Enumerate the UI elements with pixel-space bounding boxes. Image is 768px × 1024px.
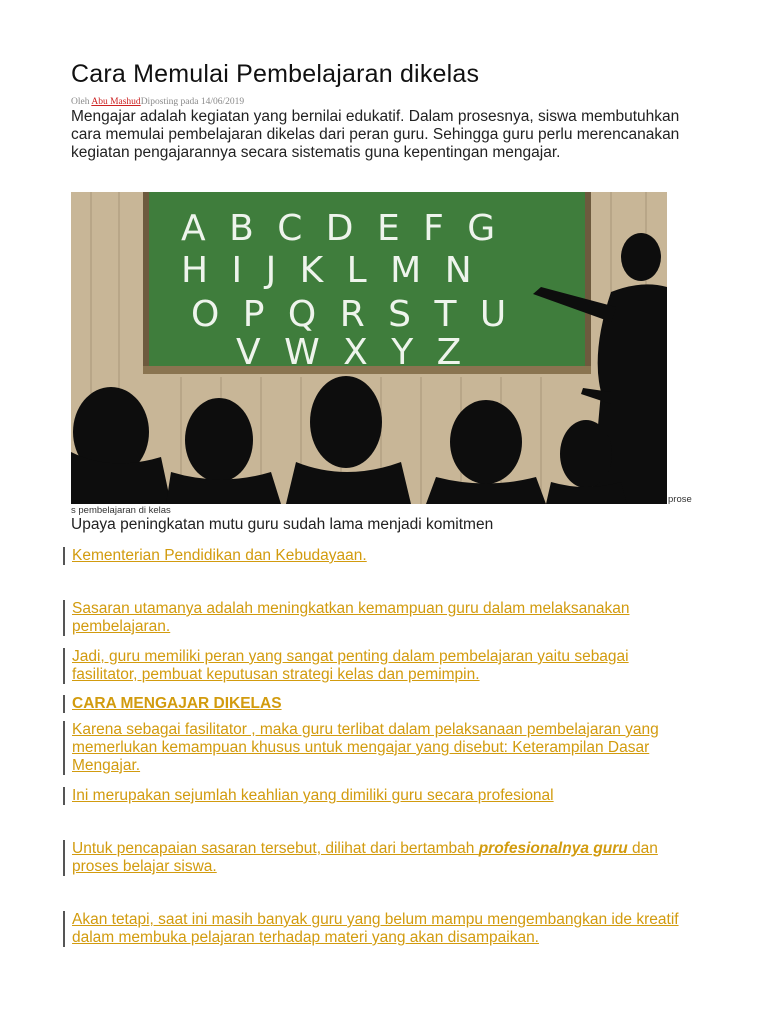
page-title: Cara Memulai Pembelajaran dikelas [71, 60, 480, 88]
post-meta [71, 97, 244, 107]
quote-heading [63, 695, 282, 713]
quote-ministry-text: Kementerian Pendidikan dan Kebudayaan. [72, 547, 367, 564]
chalk-row-1: A B C D E F G [181, 208, 502, 249]
section-heading: CARA MENGAJAR DIKELAS [72, 695, 282, 712]
intro-paragraph: Mengajar adalah kegiatan yang bernilai edukatif. Dalam prosesnya, siswa membutuhkan cara memulai pembelajaran dikelas dari peran guru. Sehingga guru perlu merencanakan kegiatan pengajarannya secara sistematis guna kepentingan mengajar. [71, 108, 680, 161]
article-subtitle: Upaya peningkatan mutu guru sudah lama menjadi komitmen [71, 516, 494, 533]
chalk-row-3: O P Q R S T U [191, 294, 513, 335]
quote-professional-emphasis: profesionalnya guru [478, 840, 628, 857]
author-link[interactable]: Abu Mashud [91, 97, 141, 107]
classroom-photo [71, 192, 667, 504]
quote-role [63, 648, 652, 684]
quote-skills-text: Ini merupakan sejumlah keahlian yang dimiliki guru secara profesional [72, 787, 554, 804]
quote-facilitator [63, 721, 702, 775]
quote-professional [63, 840, 672, 876]
quote-role-text: Jadi, guru memiliki peran yang sangat penting dalam pembelajaran yaitu sebagai fasilitator, pembuat keputusan strategi kelas dan pemimpin. [72, 648, 629, 683]
photo-caption-part1: prose [668, 494, 692, 505]
meta-prefix: Oleh [71, 97, 92, 107]
classroom-illustration [71, 192, 667, 504]
quote-creative-text: Akan tetapi, saat ini masih banyak guru yang belum mampu mengembangkan ide kreatif dalam membuka pelajaran terhadap materi yang akan disampaikan. [72, 911, 679, 946]
chalk-row-4: V W X Y Z [236, 332, 468, 373]
photo-caption-part2: s pembelajaran di kelas [71, 505, 171, 516]
quote-creative [63, 911, 692, 947]
quote-ministry [63, 547, 367, 565]
quote-facilitator-text: Karena sebagai fasilitator , maka guru terlibat dalam pelaksanaan pembelajaran yang memerlukan kemampuan khusus untuk mengajar yang disebut: Keterampilan Dasar Mengajar. [72, 721, 659, 774]
quote-professional-text-a: Untuk pencapaian sasaran tersebut, dilihat dari bertambah [72, 840, 479, 857]
quote-target-text: Sasaran utamanya adalah meningkatkan kemampuan guru dalam melaksanakan pembelajaran. [72, 600, 630, 635]
quote-skills [63, 787, 554, 805]
chalk-row-2: H I J K L M N [181, 250, 478, 291]
quote-professional-text-b: dan proses belajar siswa. [72, 840, 658, 875]
quote-target [63, 600, 632, 636]
post-date: Diposting pada 14/06/2019 [140, 97, 245, 107]
